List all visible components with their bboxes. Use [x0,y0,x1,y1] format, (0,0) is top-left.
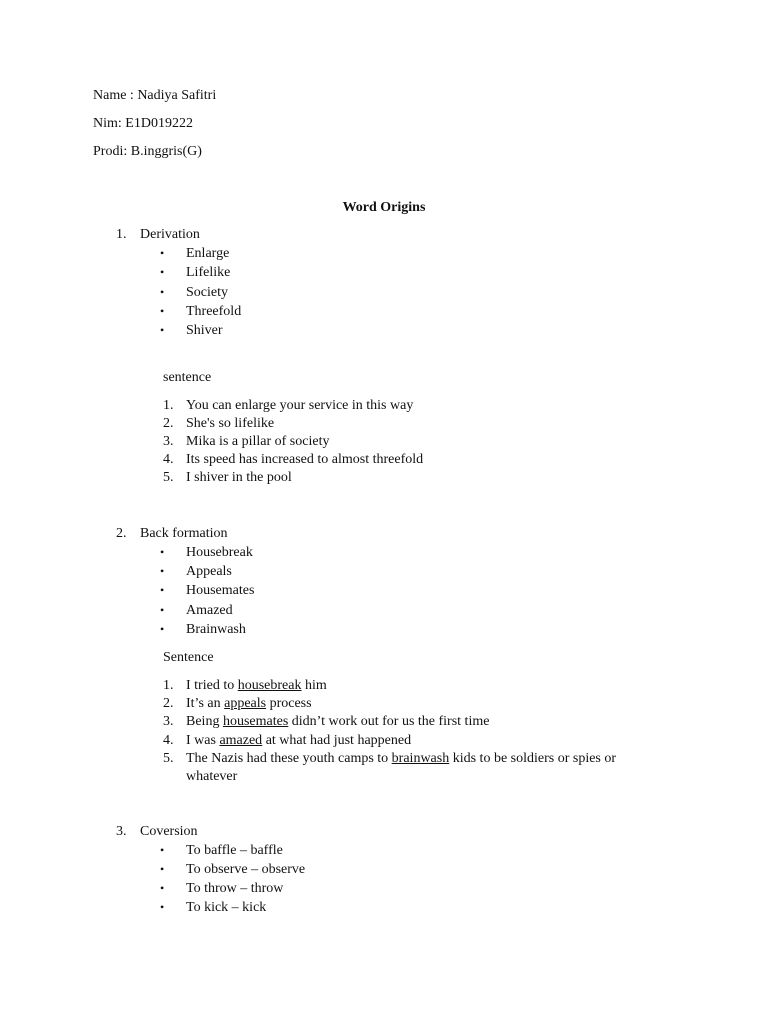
sentence-item [186,695,312,713]
sentence-continuation: whatever [186,769,238,784]
section-heading: Back formation [140,526,228,541]
sentence-number: 5. [163,751,174,766]
bullet-icon: • [160,881,165,895]
word-item: To observe – observe [186,862,306,877]
word-item: Amazed [186,603,233,618]
section-heading: Derivation [140,227,200,242]
bullet-icon: • [160,246,165,260]
sentence-item: Its speed has increased to almost threefold [186,452,424,467]
bullet-icon: • [160,545,165,559]
sentence-number: 4. [163,733,174,748]
sentence-item: I shiver in the pool [186,470,292,485]
word-item: Threefold [186,304,242,319]
sentence-text: didn’t work out for us the first time [288,714,490,729]
sentence-number: 1. [163,678,174,693]
sentence-text: him [301,678,327,693]
sentence-item: She's so lifelike [186,416,275,431]
sentence-text: The Nazis had these youth camps to [186,751,392,766]
bullet-icon: • [160,285,165,299]
sentence-number: 3. [163,714,174,729]
sentence-number: 2. [163,696,174,711]
sentence-text: process [266,696,312,711]
sentence-number: 5. [163,470,174,485]
word-item: Housebreak [186,545,253,560]
sentence-number: 3. [163,434,174,449]
underlined-word: appeals [224,696,267,711]
word-item: To throw – throw [186,881,284,896]
bullet-icon: • [160,843,165,857]
sentence-text: I was [186,733,220,748]
bullet-icon: • [160,323,165,337]
sentence-number: 4. [163,452,174,467]
word-item: To baffle – baffle [186,843,283,858]
bullet-icon: • [160,603,165,617]
word-item: Appeals [186,564,232,579]
sentence-item: You can enlarge your service in this way [186,398,414,413]
bullet-icon: • [160,900,165,914]
word-item: Housemates [186,583,255,598]
sentence-text: kids to be soldiers or spies or [449,751,617,766]
underlined-word: housebreak [237,678,302,693]
word-item: Brainwash [186,622,246,637]
word-item: Enlarge [186,246,230,261]
section-heading: Coversion [140,824,198,839]
sentence-label: sentence [163,370,212,385]
bullet-icon: • [160,862,165,876]
word-item: Shiver [186,323,223,338]
sentence-item [186,713,489,731]
bullet-icon: • [160,583,165,597]
sentence-number: 2. [163,416,174,431]
sentence-number: 1. [163,398,174,413]
sentence-text: Being [186,714,223,729]
section-number: 3. [116,824,127,839]
bullet-icon: • [160,265,165,279]
section-number: 2. [116,526,127,541]
student-name: Name : Nadiya Safitri [93,88,217,103]
document-title: Word Origins [342,200,426,215]
underlined-word: housemates [222,714,289,729]
sentence-item [186,750,616,768]
bullet-icon: • [160,304,165,318]
sentence-text: at what had just happened [262,733,412,748]
bullet-icon: • [160,564,165,578]
sentence-text: It’s an [186,696,225,711]
underlined-word: brainwash [391,751,450,766]
word-item: To kick – kick [186,900,267,915]
student-nim: Nim: E1D019222 [93,116,193,131]
study-program: Prodi: B.inggris(G) [93,144,202,159]
bullet-icon: • [160,622,165,636]
sentence-text: I tried to [186,678,238,693]
word-item: Society [186,285,228,300]
underlined-word: amazed [219,733,263,748]
sentence-item [186,677,327,695]
sentence-label: Sentence [163,650,214,665]
sentence-item: Mika is a pillar of society [186,434,330,449]
word-item: Lifelike [186,265,231,280]
section-number: 1. [116,227,127,242]
sentence-item [186,732,411,750]
